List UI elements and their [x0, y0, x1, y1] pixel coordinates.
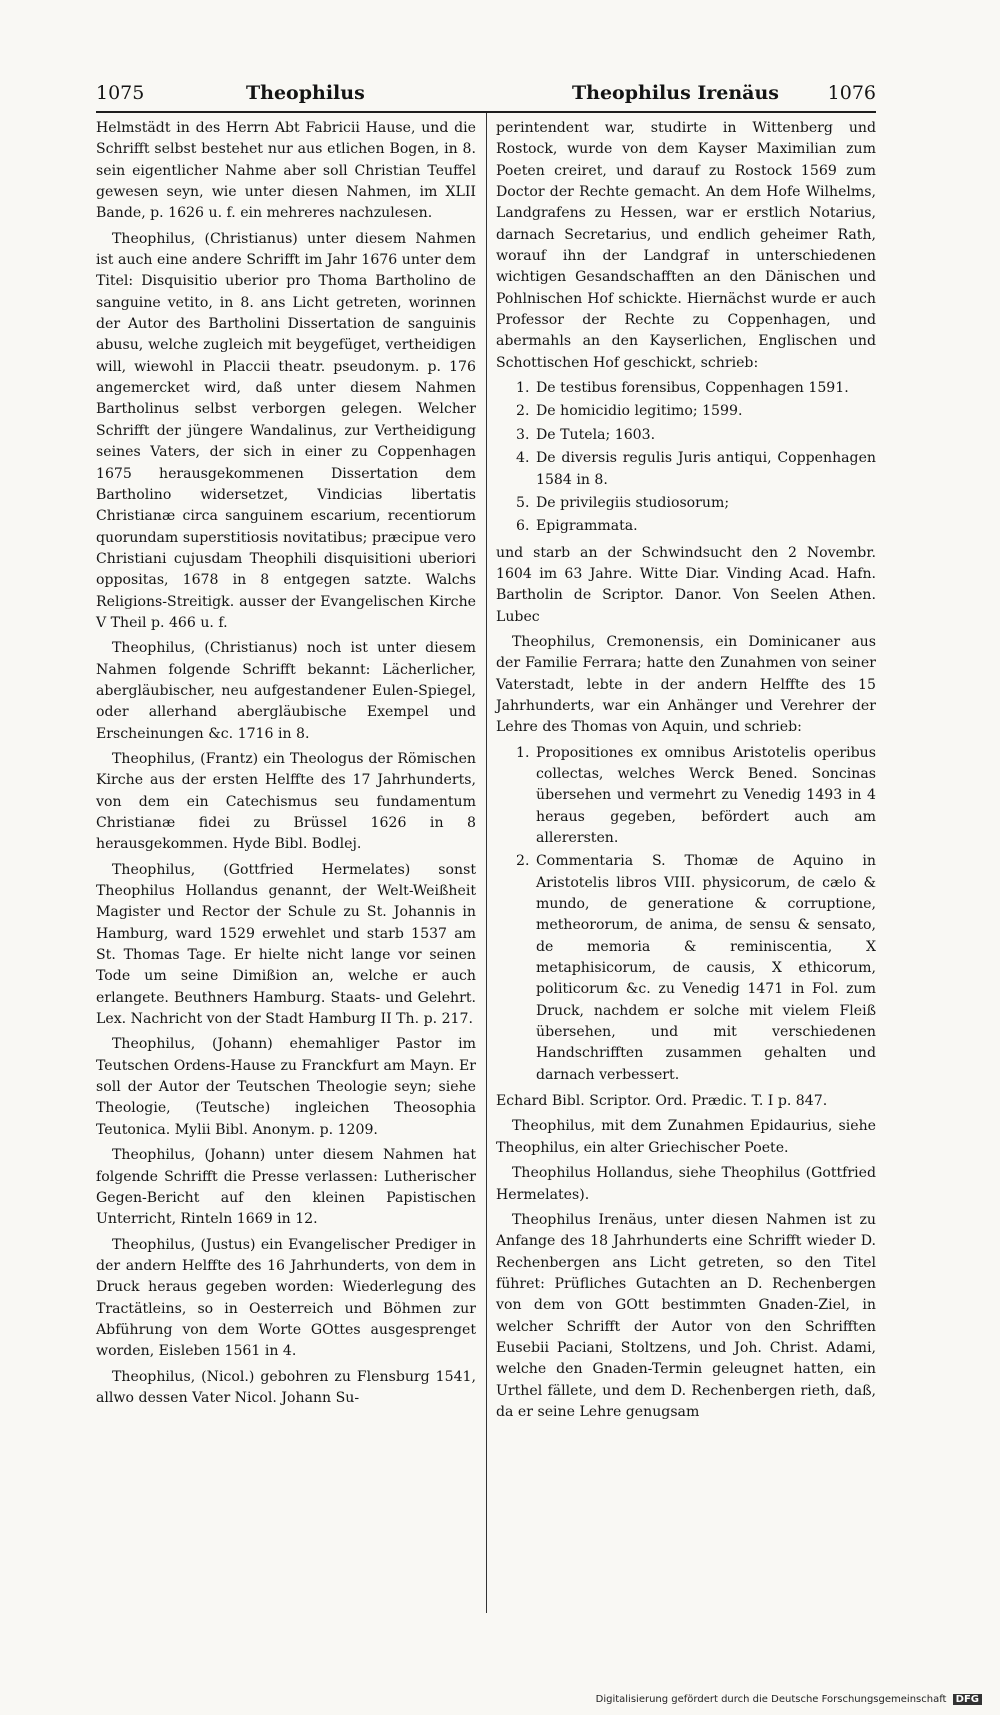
running-head-right: Theophilus Irenäus — [572, 82, 779, 104]
entry-justus: Theophilus, (Justus) ein Evangelischer Prediger in der andern Helffte des 16 Jahrhunderts, von dem in Druck heraus gegeben worden: Wiederlegung des Tractätleins, so in Oesterreich und Böhmen zur Abführung von dem Worte GOttes ausgesprenget worden, Eisleben 1561 in 4. — [96, 1236, 476, 1360]
entry-christianus-disquisitio: Theophilus, (Christianus) unter diesem Nahmen ist auch eine andere Schrifft im Jahr 1676 unter dem Titel: Disquisitio uberior pro Thoma Bartholino de sanguine vetito, in 8. ans Licht getreten, worinnen der Autor des Bartholini Dissertation de sanguinis abusu, welche zugleich mit beygefüget, vertheidigen will, wiewohl in Placcii theatr. pseudonym. p. 176 angemercket wird, daß unter diesem Nahmen Bartholinus selbst verborgen gelegen. Welcher Schrifft der jüngere Wandalinus, zur Vertheidigung seines Vaters, der sich in einer zu Coppenhagen 1675 herausgekommenen Dissertation dem Bartholino widersetzet, Vindicias libertatis Christianæ circa sanguinem escarium, recentiorum quorundam superstitiosis novitatibus; præcipue vero Christiani cujusdam Theophili disquisitioni uberiori oppositas, 1678 in 8 entgegen satzte. Walchs Religions-Streitigk. ausser der Evangelischen Kirche V Theil p. 466 u. f. — [96, 230, 476, 631]
list-item: 1. De testibus forensibus, Coppenhagen 1591. — [516, 380, 849, 397]
entry-johann-pastor: Theophilus, (Johann) ehemahliger Pastor im Teutschen Ordens-Hause zu Franckfurt am Mayn. Er soll der Autor der Teutschen Theologie seyn; siehe Theologie, (Teutsche) ingleichen Theosophia Teutonica. Mylii Bibl. Anonym. p. 1209. — [96, 1036, 476, 1138]
page-number-right: 1076 — [827, 82, 876, 104]
list-item: 2. De homicidio legitimo; 1599. — [516, 403, 743, 420]
entry-nicol-continuation: perintendent war, studirte in Wittenberg und Rostock, wurde von dem Kayser Maximilian zum Poeten creiret, und darauf zu Rostock 1569 zum Doctor der Rechte gemacht. An dem Hofe Wilhelms, Landgrafens zu Hessen, war er erstlich Notarius, darnach Secretarius, und endlich geheimer Rath, worauf ihn der Landgraf in unterschiedenen wichtigen Gesandschafften an den Dänischen und Pohlnischen Hof schickte. Hiernächst wurde er auch Professor der Rechte zu Coppenhagen, und abermahls an den Kayserlichen, Englischen und Schottischen Hof geschickt, schrieb: — [496, 120, 876, 371]
credit-text: Digitalisierung gefördert durch die Deutsche Forschungsgemeinschaft — [595, 1694, 947, 1705]
works-list-cremonensis — [496, 743, 876, 1087]
works-list-nicol — [496, 378, 876, 537]
list-item: 2. Commentaria S. Thomæ de Aquino in Aristotelis libros VIII. physicorum, de cælo & mundo, de generatione & corruptione, metheororum, de anima, de sensu & sensato, de memoria & reminiscentia, X metaphisicorum, de causis, X ethicorum, politicorum &c. zu Venedig 1471 in Fol. zum Druck, nachdem er solche mit vielem Fleiß übersehen, und mit verschiedenen Handschrifften zusammen gehalten und darnach verbessert. — [516, 853, 876, 1083]
list-item: 5. De privilegiis studiosorum; — [516, 494, 730, 511]
entry-johann-gegenbericht: Theophilus, (Johann) unter diesem Nahmen hat folgende Schrifft die Presse verlassen: Lutherischer Gegen-Bericht auf den kleinen Papistischen Unterricht, Rinteln 1669 in 12. — [96, 1147, 476, 1228]
entry-irenaeus: Theophilus Irenäus, unter diesen Nahmen ist zu Anfange des 18 Jahrhunderts eine Schrifft wieder D. Rechenbergen ans Licht getreten, so den Titel führet: Prüfliches Gutachten an D. Rechenbergen von dem von GOtt bestimmten Gnaden-Ziel, in welcher Schrifft der Autor von den Schrifften Eusebii Paciani, Stoltzens, und Joh. Christ. Adami, welche den Gnaden-Termin geleugnet hatten, ein Urthel fällete, und dem D. Rechenbergen rieth, daß, da er seine Lehre genugsam — [496, 1211, 876, 1420]
entry-frantz: Theophilus, (Frantz) ein Theologus der Römischen Kirche aus der ersten Helffte des 17 Jahrhunderts, von dem ein Catechismus seu fundamentum Christianæ fidei zu Brüssel 1626 in 8 herausgekommen. Hyde Bibl. Bodlej. — [96, 750, 476, 853]
entry-continuation: Helmstädt in des Herrn Abt Fabricii Hause, und die Schrifft selbst bestehet nur aus etlichen Bogen, in 8. sein eigentlicher Nahme aber soll Christian Teuffel gewesen seyn, wie unter diesen Nahmen, im XLII Bande, p. 1626 u. f. ein mehreres nachzulesen. — [96, 120, 476, 222]
entry-echard-reference: Echard Bibl. Scriptor. Ord. Prædic. T. I p. 847. — [496, 1093, 828, 1110]
page-header — [96, 82, 876, 112]
entry-epidaurius: Theophilus, mit dem Zunahmen Epidaurius, siehe Theophilus, ein alter Griechischer Poete. — [496, 1118, 876, 1156]
running-head-left: Theophilus — [246, 82, 365, 104]
entry-nicol-death: und starb an der Schwindsucht den 2 Novembr. 1604 im 63 Jahre. Witte Diar. Vinding Acad. Hafn. Bartholin de Scriptor. Danor. Von Seelen Athen. Lubec — [496, 544, 876, 625]
right-column — [496, 118, 876, 1427]
entry-christianus-eulenspiegel: Theophilus, (Christianus) noch ist unter diesem Nahmen folgende Schrifft bekannt: Lächerlicher, abergläubischer, neu aufgestandener Eulen-Spiegel, oder allerhand abergläubische Exempel und Erscheinungen &c. 1716 in 8. — [96, 640, 476, 742]
entry-hollandus: Theophilus Hollandus, siehe Theophilus (Gottfried Hermelates). — [496, 1165, 876, 1203]
entry-cremonensis: Theophilus, Cremonensis, ein Dominicaner aus der Familie Ferrara; hatte den Zunahmen von seiner Vaterstadt, lebte in der andern Helffte des 15 Jahrhunderts, war ein Anhänger und Verehrer der Lehre des Thomas von Aquin, und schrieb: — [496, 633, 876, 736]
page-number-left: 1075 — [96, 82, 145, 104]
entry-gottfried-hermelates: Theophilus, (Gottfried Hermelates) sonst Theophilus Hollandus genannt, der Welt-Weißheit Magister und Rector der Schule zu St. Johannis in Hamburg, ward 1529 erwehlet und starb 1537 am St. Thomas Tage. Er hielte nicht lange vor seinen Tode um seine Dimißion an, welche er auch erlangete. Beuthners Hamburg. Staats- und Gelehrt. Lex. Nachricht von der Stadt Hamburg II Th. p. 217. — [96, 861, 476, 1028]
list-item: 6. Epigrammata. — [516, 518, 638, 535]
list-item: 4. De diversis regulis Juris antiqui, Coppenhagen 1584 in 8. — [516, 450, 876, 488]
entry-nicol-start: Theophilus, (Nicol.) gebohren zu Flensburg 1541, allwo dessen Vater Nicol. Johann Su- — [96, 1368, 476, 1406]
dfg-logo: DFG — [953, 1694, 982, 1705]
list-item: 1. Propositiones ex omnibus Aristotelis operibus collectas, welches Werck Bened. Soncinas übersehen und vermehrt zu Venedig 1493 in 4 heraus gegeben, befördert auch am allerersten. — [516, 744, 876, 846]
list-item: 3. De Tutela; 1603. — [516, 426, 656, 443]
left-column — [96, 118, 476, 1413]
digitization-credit — [596, 1694, 982, 1705]
column-divider — [486, 113, 487, 1613]
